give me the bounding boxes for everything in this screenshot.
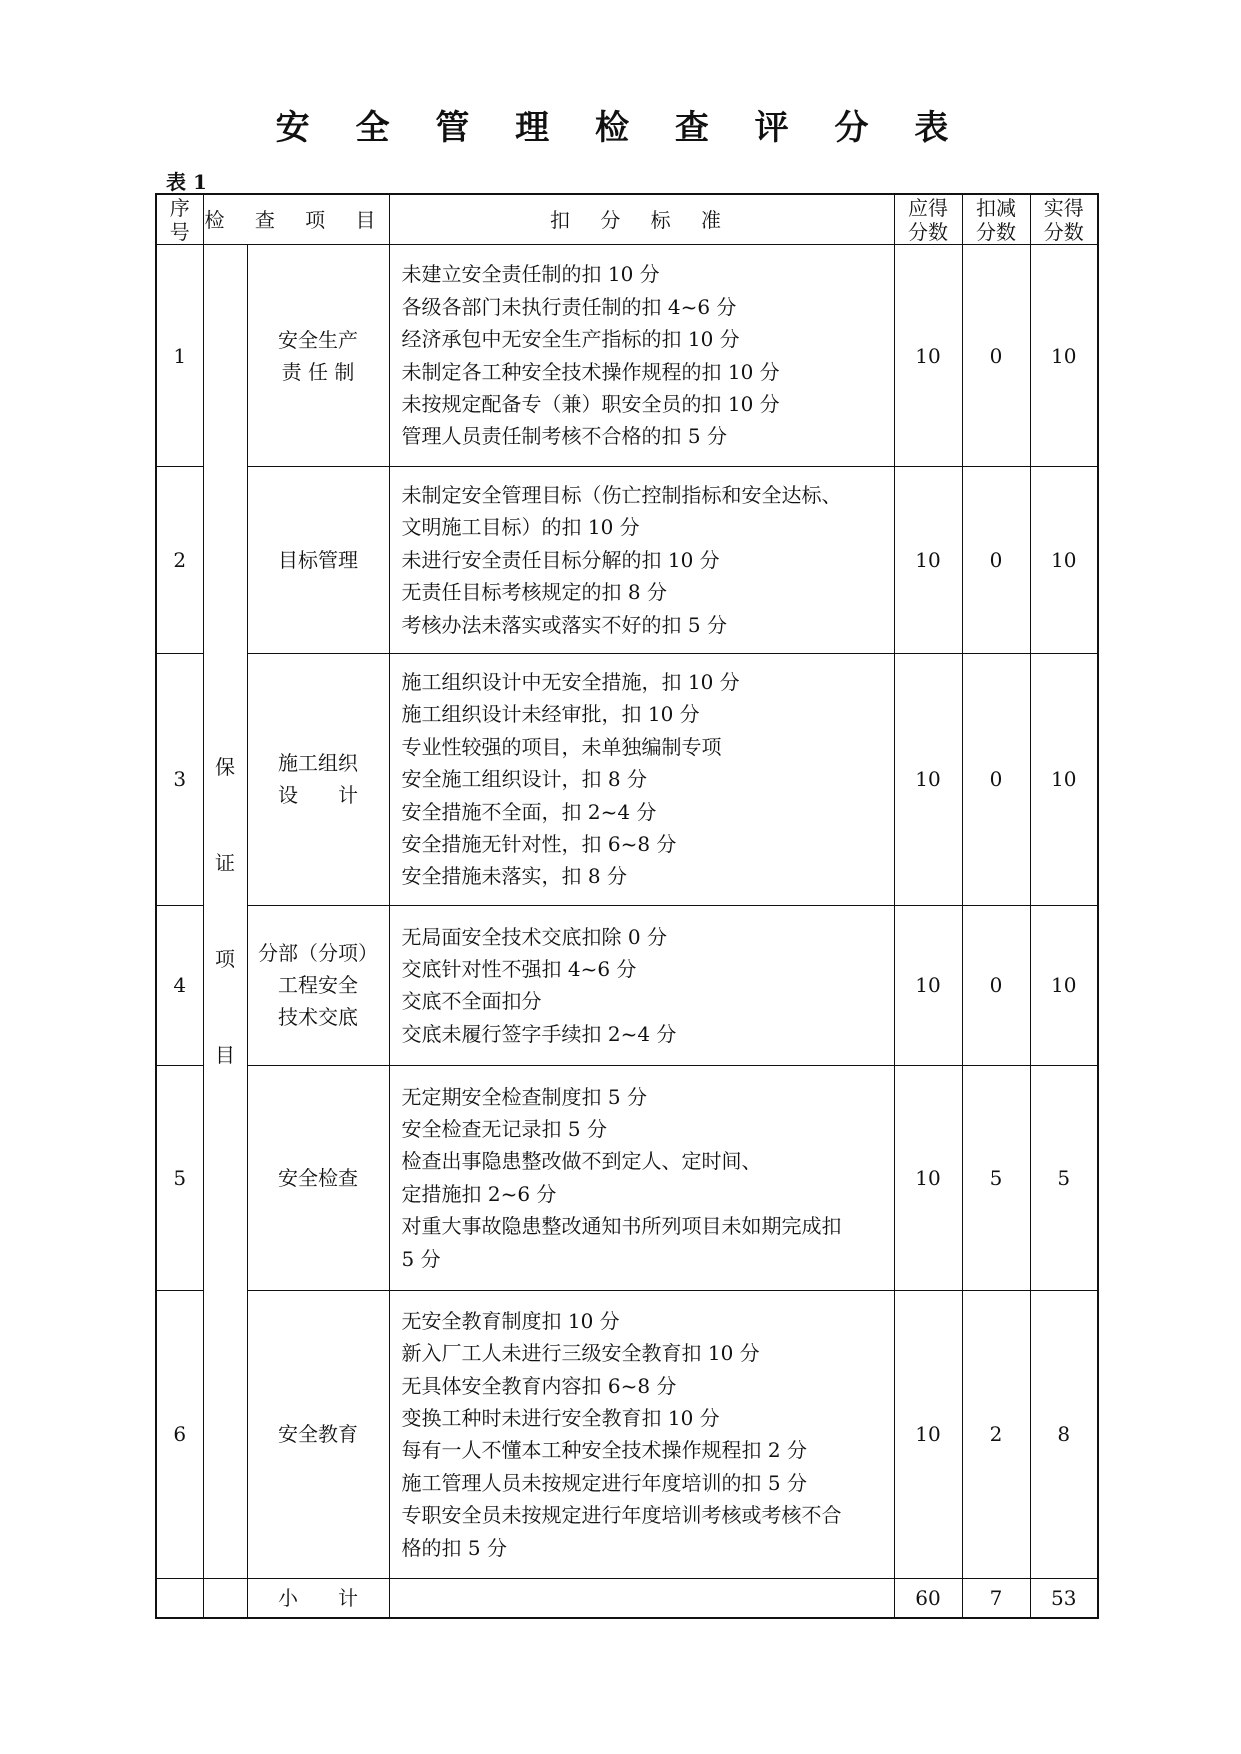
criteria-line: 施工组织设计中无安全措施，扣 10 分 — [401, 670, 740, 695]
criteria-line: 文明施工目标）的扣 10 分 — [401, 515, 640, 540]
row-deduct-score: 0 — [962, 467, 1030, 654]
row-criteria — [389, 905, 894, 1065]
row-actual-score: 5 — [1030, 1065, 1098, 1290]
criteria-line: 交底未履行签字手续扣 2~4 分 — [401, 1021, 677, 1046]
criteria-line: 安全施工组织设计，扣 8 分 — [401, 767, 647, 792]
row-criteria — [389, 1065, 894, 1290]
row-deduct-score: 0 — [962, 654, 1030, 906]
row-actual-score: 10 — [1030, 245, 1098, 467]
header-seq — [156, 194, 203, 245]
header-seq-line1: 序 — [169, 195, 190, 220]
row-item-line: 技术交底 — [278, 1005, 358, 1030]
subtotal-should: 60 — [894, 1578, 962, 1618]
row-actual-score: 8 — [1030, 1290, 1098, 1578]
row-item-line: 施工组织 — [278, 751, 358, 776]
header-should — [894, 194, 962, 245]
row-criteria — [389, 467, 894, 654]
criteria-line: 施工组织设计未经审批，扣 10 分 — [401, 702, 700, 727]
criteria-line: 交底不全面扣分 — [401, 989, 542, 1014]
row-should-score: 10 — [894, 245, 962, 467]
category-char: 保 — [215, 755, 235, 780]
row-seq: 2 — [156, 467, 203, 654]
table-row — [156, 1290, 1098, 1578]
criteria-line: 施工管理人员未按规定进行年度培训的扣 5 分 — [401, 1470, 807, 1495]
header-seq-line2: 号 — [169, 219, 190, 244]
row-item-line: 目标管理 — [278, 548, 358, 573]
criteria-line: 安全措施未落实，扣 8 分 — [401, 864, 627, 889]
row-should-score: 10 — [894, 467, 962, 654]
category-char: 目 — [215, 1043, 235, 1068]
header-actual — [1030, 194, 1098, 245]
table-body — [156, 245, 1098, 1579]
row-should-score: 10 — [894, 1065, 962, 1290]
header-deduct-line1: 扣减 — [976, 195, 1017, 220]
header-item: 检 查 项 目 — [203, 194, 389, 245]
category-char: 项 — [215, 947, 235, 972]
row-item-line: 设 计 — [278, 783, 358, 808]
row-item-line: 责 任 制 — [281, 359, 355, 384]
header-deduct — [962, 194, 1030, 245]
criteria-line: 无局面安全技术交底扣除 0 分 — [401, 924, 667, 949]
header-row — [156, 194, 1098, 245]
subtotal-label: 小 计 — [247, 1578, 389, 1618]
criteria-line: 经济承包中无安全生产指标的扣 10 分 — [401, 327, 740, 352]
table-row — [156, 1065, 1098, 1290]
criteria-line: 交底针对性不强扣 4~6 分 — [401, 956, 637, 981]
row-criteria — [389, 1290, 894, 1578]
header-should-line2: 分数 — [908, 219, 949, 244]
subtotal-actual: 53 — [1030, 1578, 1098, 1618]
criteria-line: 格的扣 5 分 — [401, 1535, 507, 1560]
criteria-line: 变换工种时未进行安全教育扣 10 分 — [401, 1405, 720, 1430]
table-row — [156, 467, 1098, 654]
row-actual-score: 10 — [1030, 654, 1098, 906]
criteria-line: 无责任目标考核规定的扣 8 分 — [401, 580, 667, 605]
row-item — [247, 467, 389, 654]
row-should-score: 10 — [894, 654, 962, 906]
category-char: 证 — [215, 851, 235, 876]
criteria-line: 安全检查无记录扣 5 分 — [401, 1117, 607, 1142]
criteria-line: 专业性较强的项目，未单独编制专项 — [401, 734, 722, 759]
row-criteria — [389, 654, 894, 906]
category-cell — [203, 245, 247, 1579]
table-row — [156, 654, 1098, 906]
criteria-line: 5 分 — [401, 1246, 441, 1271]
row-actual-score: 10 — [1030, 905, 1098, 1065]
table-label: 表 1 — [166, 170, 207, 194]
row-seq: 3 — [156, 654, 203, 906]
score-table — [155, 193, 1099, 1619]
row-deduct-score: 0 — [962, 245, 1030, 467]
row-deduct-score: 0 — [962, 905, 1030, 1065]
criteria-line: 管理人员责任制考核不合格的扣 5 分 — [401, 424, 727, 449]
header-actual-line2: 分数 — [1043, 219, 1084, 244]
criteria-line: 检查出事隐患整改做不到定人、定时间、 — [401, 1149, 762, 1174]
criteria-line: 安全措施无针对性，扣 6~8 分 — [401, 832, 677, 857]
row-item — [247, 654, 389, 906]
header-deduct-line2: 分数 — [976, 219, 1017, 244]
criteria-line: 安全措施不全面，扣 2~4 分 — [401, 799, 657, 824]
row-seq: 4 — [156, 905, 203, 1065]
row-item — [247, 1065, 389, 1290]
row-item — [247, 245, 389, 467]
criteria-line: 未建立安全责任制的扣 10 分 — [401, 262, 660, 287]
criteria-line: 未制定安全管理目标（伤亡控制指标和安全达标、 — [401, 483, 842, 507]
row-seq: 5 — [156, 1065, 203, 1290]
row-seq: 1 — [156, 245, 203, 467]
row-deduct-score: 5 — [962, 1065, 1030, 1290]
criteria-line: 无安全教育制度扣 10 分 — [401, 1308, 620, 1333]
criteria-line: 未制定各工种安全技术操作规程的扣 10 分 — [401, 359, 780, 384]
row-seq: 6 — [156, 1290, 203, 1578]
row-should-score: 10 — [894, 1290, 962, 1578]
row-item — [247, 905, 389, 1065]
page-title: 安 全 管 理 检 查 评 分 表 — [275, 108, 966, 148]
row-item-line: 工程安全 — [278, 973, 358, 998]
row-item-line: 安全检查 — [278, 1165, 358, 1190]
table-row — [156, 245, 1098, 467]
criteria-line: 专职安全员未按规定进行年度培训考核或考核不合 — [401, 1503, 842, 1528]
row-actual-score: 10 — [1030, 467, 1098, 654]
criteria-line: 无定期安全检查制度扣 5 分 — [401, 1084, 647, 1109]
subtotal-deduct: 7 — [962, 1578, 1030, 1618]
criteria-line: 无具体安全教育内容扣 6~8 分 — [401, 1373, 677, 1398]
criteria-line: 每有一人不懂本工种安全技术操作规程扣 2 分 — [401, 1438, 807, 1463]
row-item-line: 分部（分项） — [258, 941, 378, 966]
row-criteria — [389, 245, 894, 467]
row-should-score: 10 — [894, 905, 962, 1065]
subtotal-criteria — [389, 1578, 894, 1618]
row-item-line: 安全教育 — [278, 1422, 358, 1447]
table-row — [156, 905, 1098, 1065]
row-item-line: 安全生产 — [278, 327, 358, 352]
row-deduct-score: 2 — [962, 1290, 1030, 1578]
header-criteria: 扣 分 标 准 — [389, 194, 894, 245]
criteria-line: 新入厂工人未进行三级安全教育扣 10 分 — [401, 1341, 760, 1366]
criteria-line: 未按规定配备专（兼）职安全员的扣 10 分 — [401, 391, 780, 416]
subtotal-seq — [156, 1578, 203, 1618]
subtotal-category — [203, 1578, 247, 1618]
criteria-line: 定措施扣 2~6 分 — [401, 1181, 557, 1206]
criteria-line: 考核办法未落实或落实不好的扣 5 分 — [401, 612, 727, 637]
criteria-line: 对重大事故隐患整改通知书所列项目未如期完成扣 — [401, 1214, 842, 1239]
header-actual-line1: 实得 — [1043, 195, 1084, 220]
header-should-line1: 应得 — [908, 195, 949, 220]
criteria-line: 各级各部门未执行责任制的扣 4~6 分 — [401, 294, 737, 319]
criteria-line: 未进行安全责任目标分解的扣 10 分 — [401, 547, 720, 572]
row-item — [247, 1290, 389, 1578]
subtotal-row — [156, 1578, 1098, 1618]
